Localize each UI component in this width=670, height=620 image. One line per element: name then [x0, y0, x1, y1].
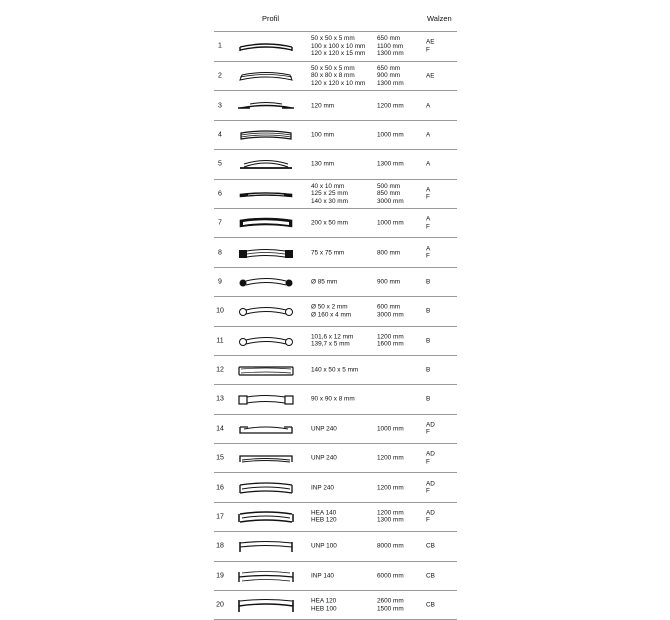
profile-length: 1200 mm	[377, 454, 404, 462]
profile-dimensions: 200 x 50 mm	[311, 219, 348, 227]
roller-config: AD F	[426, 480, 435, 495]
profile-shape-icon	[236, 127, 296, 143]
profile-shape-icon	[236, 215, 296, 231]
row-number: 8	[218, 249, 222, 257]
profile-length: 2600 mm 1500 mm	[377, 597, 404, 613]
table-row	[214, 32, 457, 62]
table-row	[214, 473, 457, 502]
profile-dimensions: HEA 120 HEB 100	[311, 597, 337, 613]
profile-length: 1000 mm	[377, 131, 404, 139]
profile-shape-icon	[236, 568, 296, 584]
table-row	[214, 62, 457, 92]
table-row	[214, 121, 457, 150]
roller-config: AD F	[426, 450, 435, 466]
roller-config: B	[426, 336, 431, 344]
profile-dimensions: UNP 100	[311, 542, 337, 550]
profile-length: 1200 mm	[377, 483, 404, 491]
row-number: 4	[218, 131, 222, 139]
row-number: 12	[216, 366, 224, 374]
profile-dimensions: Ø 50 x 2 mm Ø 160 x 4 mm	[311, 303, 352, 319]
profile-length: 650 mm 1100 mm 1300 mm	[377, 35, 404, 58]
profile-length: 1200 mm	[377, 101, 404, 109]
row-number: 1	[218, 42, 222, 50]
row-number: 19	[216, 572, 224, 580]
profile-dimensions: UNP 240	[311, 425, 337, 433]
row-number: 9	[218, 278, 222, 286]
table-row	[214, 180, 457, 209]
profile-dimensions: 140 x 50 x 5 mm	[311, 366, 359, 374]
profile-dimensions: 90 x 90 x 8 mm	[311, 395, 355, 403]
profile-shape-icon	[236, 156, 296, 172]
row-number: 18	[216, 542, 224, 550]
profile-shape-icon	[236, 186, 296, 202]
roller-config: A	[426, 160, 431, 168]
roller-config: A F	[426, 215, 431, 231]
table-row	[214, 591, 457, 620]
roller-config: AD F	[426, 421, 435, 436]
roller-config: CB	[426, 601, 435, 609]
roller-config: A F	[426, 186, 431, 201]
row-number: 10	[216, 307, 224, 315]
profile-length: 6000 mm	[377, 572, 404, 580]
header-profil: Profil	[262, 14, 280, 23]
row-number: 14	[216, 425, 224, 433]
profile-length: 1000 mm	[377, 425, 404, 433]
profile-length: 800 mm	[377, 248, 401, 256]
row-number: 20	[216, 601, 224, 609]
profile-length: 600 mm 3000 mm	[377, 303, 404, 319]
profile-shape-icon	[236, 68, 296, 84]
header-walzen: Walzen	[427, 14, 452, 23]
profile-dimensions: 101,6 x 12 mm 139,7 x 5 mm	[311, 333, 354, 348]
table-row	[214, 327, 457, 356]
profile-shape-icon	[236, 509, 296, 525]
row-number: 2	[218, 72, 222, 80]
roller-config: B	[426, 278, 431, 286]
row-number: 11	[216, 337, 224, 345]
roller-config: CB	[426, 542, 435, 550]
profile-shape-icon	[236, 450, 296, 466]
roller-config: B	[426, 366, 431, 374]
row-number: 16	[216, 484, 224, 492]
profile-shape-icon	[236, 362, 296, 378]
profile-dimensions: Ø 85 mm	[311, 278, 338, 286]
profile-shape-icon	[236, 303, 296, 319]
table-row	[214, 415, 457, 444]
profile-length: 500 mm 850 mm 3000 mm	[377, 182, 404, 205]
roller-config: AE	[426, 72, 435, 80]
profile-dimensions: INP 140	[311, 572, 334, 580]
roller-config: A	[426, 131, 431, 139]
profile-length: 900 mm	[377, 278, 401, 286]
roller-config: A	[426, 101, 431, 109]
profile-dimensions: INP 240	[311, 483, 334, 491]
profile-dimensions: HEA 140 HEB 120	[311, 509, 337, 525]
table-header	[214, 3, 457, 32]
roller-config: AD F	[426, 509, 435, 525]
table-row	[214, 356, 457, 385]
table-row	[214, 297, 457, 326]
profile-dimensions: 40 x 10 mm 125 x 25 mm 140 x 30 mm	[311, 182, 348, 205]
profile-dimensions: 50 x 50 x 5 mm 80 x 80 x 8 mm 120 x 120 x 10 mm	[311, 64, 366, 87]
profile-length: 1200 mm 1600 mm	[377, 333, 404, 348]
row-number: 6	[218, 190, 222, 198]
table-row	[214, 385, 457, 414]
profile-dimensions: 120 mm	[311, 101, 335, 109]
table-row	[214, 238, 457, 267]
table-row	[214, 532, 457, 561]
profile-table	[214, 3, 457, 620]
profile-shape-icon	[236, 98, 296, 114]
profile-shape-icon	[236, 538, 296, 554]
table-row	[214, 562, 457, 591]
table-row	[214, 209, 457, 238]
profile-length: 8000 mm	[377, 542, 404, 550]
table-body	[214, 32, 457, 620]
profile-shape-icon	[236, 245, 296, 261]
roller-config: AE F	[426, 38, 435, 54]
profile-shape-icon	[236, 391, 296, 407]
profile-shape-icon	[236, 38, 296, 54]
profile-dimensions: 100 mm	[311, 131, 335, 139]
profile-length: 1000 mm	[377, 219, 404, 227]
roller-config: B	[426, 395, 431, 403]
roller-config: CB	[426, 572, 435, 580]
row-number: 7	[218, 219, 222, 227]
table-row	[214, 150, 457, 179]
profile-shape-icon	[236, 274, 296, 290]
row-number: 5	[218, 160, 222, 168]
roller-config: B	[426, 307, 431, 315]
profile-dimensions: 50 x 50 x 5 mm 100 x 100 x 10 mm 120 x 120 x 15 mm	[311, 35, 366, 58]
table-row	[214, 91, 457, 120]
profile-length: 1200 mm 1300 mm	[377, 509, 404, 525]
table-row	[214, 268, 457, 297]
profile-length: 650 mm 900 mm 1300 mm	[377, 64, 404, 87]
table-row	[214, 444, 457, 473]
profile-shape-icon	[236, 333, 296, 349]
profile-shape-icon	[236, 480, 296, 496]
row-number: 15	[216, 454, 224, 462]
profile-dimensions: UNP 240	[311, 454, 337, 462]
row-number: 13	[216, 395, 224, 403]
row-number: 17	[216, 513, 224, 521]
table-row	[214, 503, 457, 532]
profile-length: 1300 mm	[377, 160, 404, 168]
roller-config: A F	[426, 245, 431, 260]
profile-dimensions: 130 mm	[311, 160, 335, 168]
profile-shape-icon	[236, 421, 296, 437]
profile-dimensions: 75 x 75 mm	[311, 248, 345, 256]
row-number: 3	[218, 102, 222, 110]
